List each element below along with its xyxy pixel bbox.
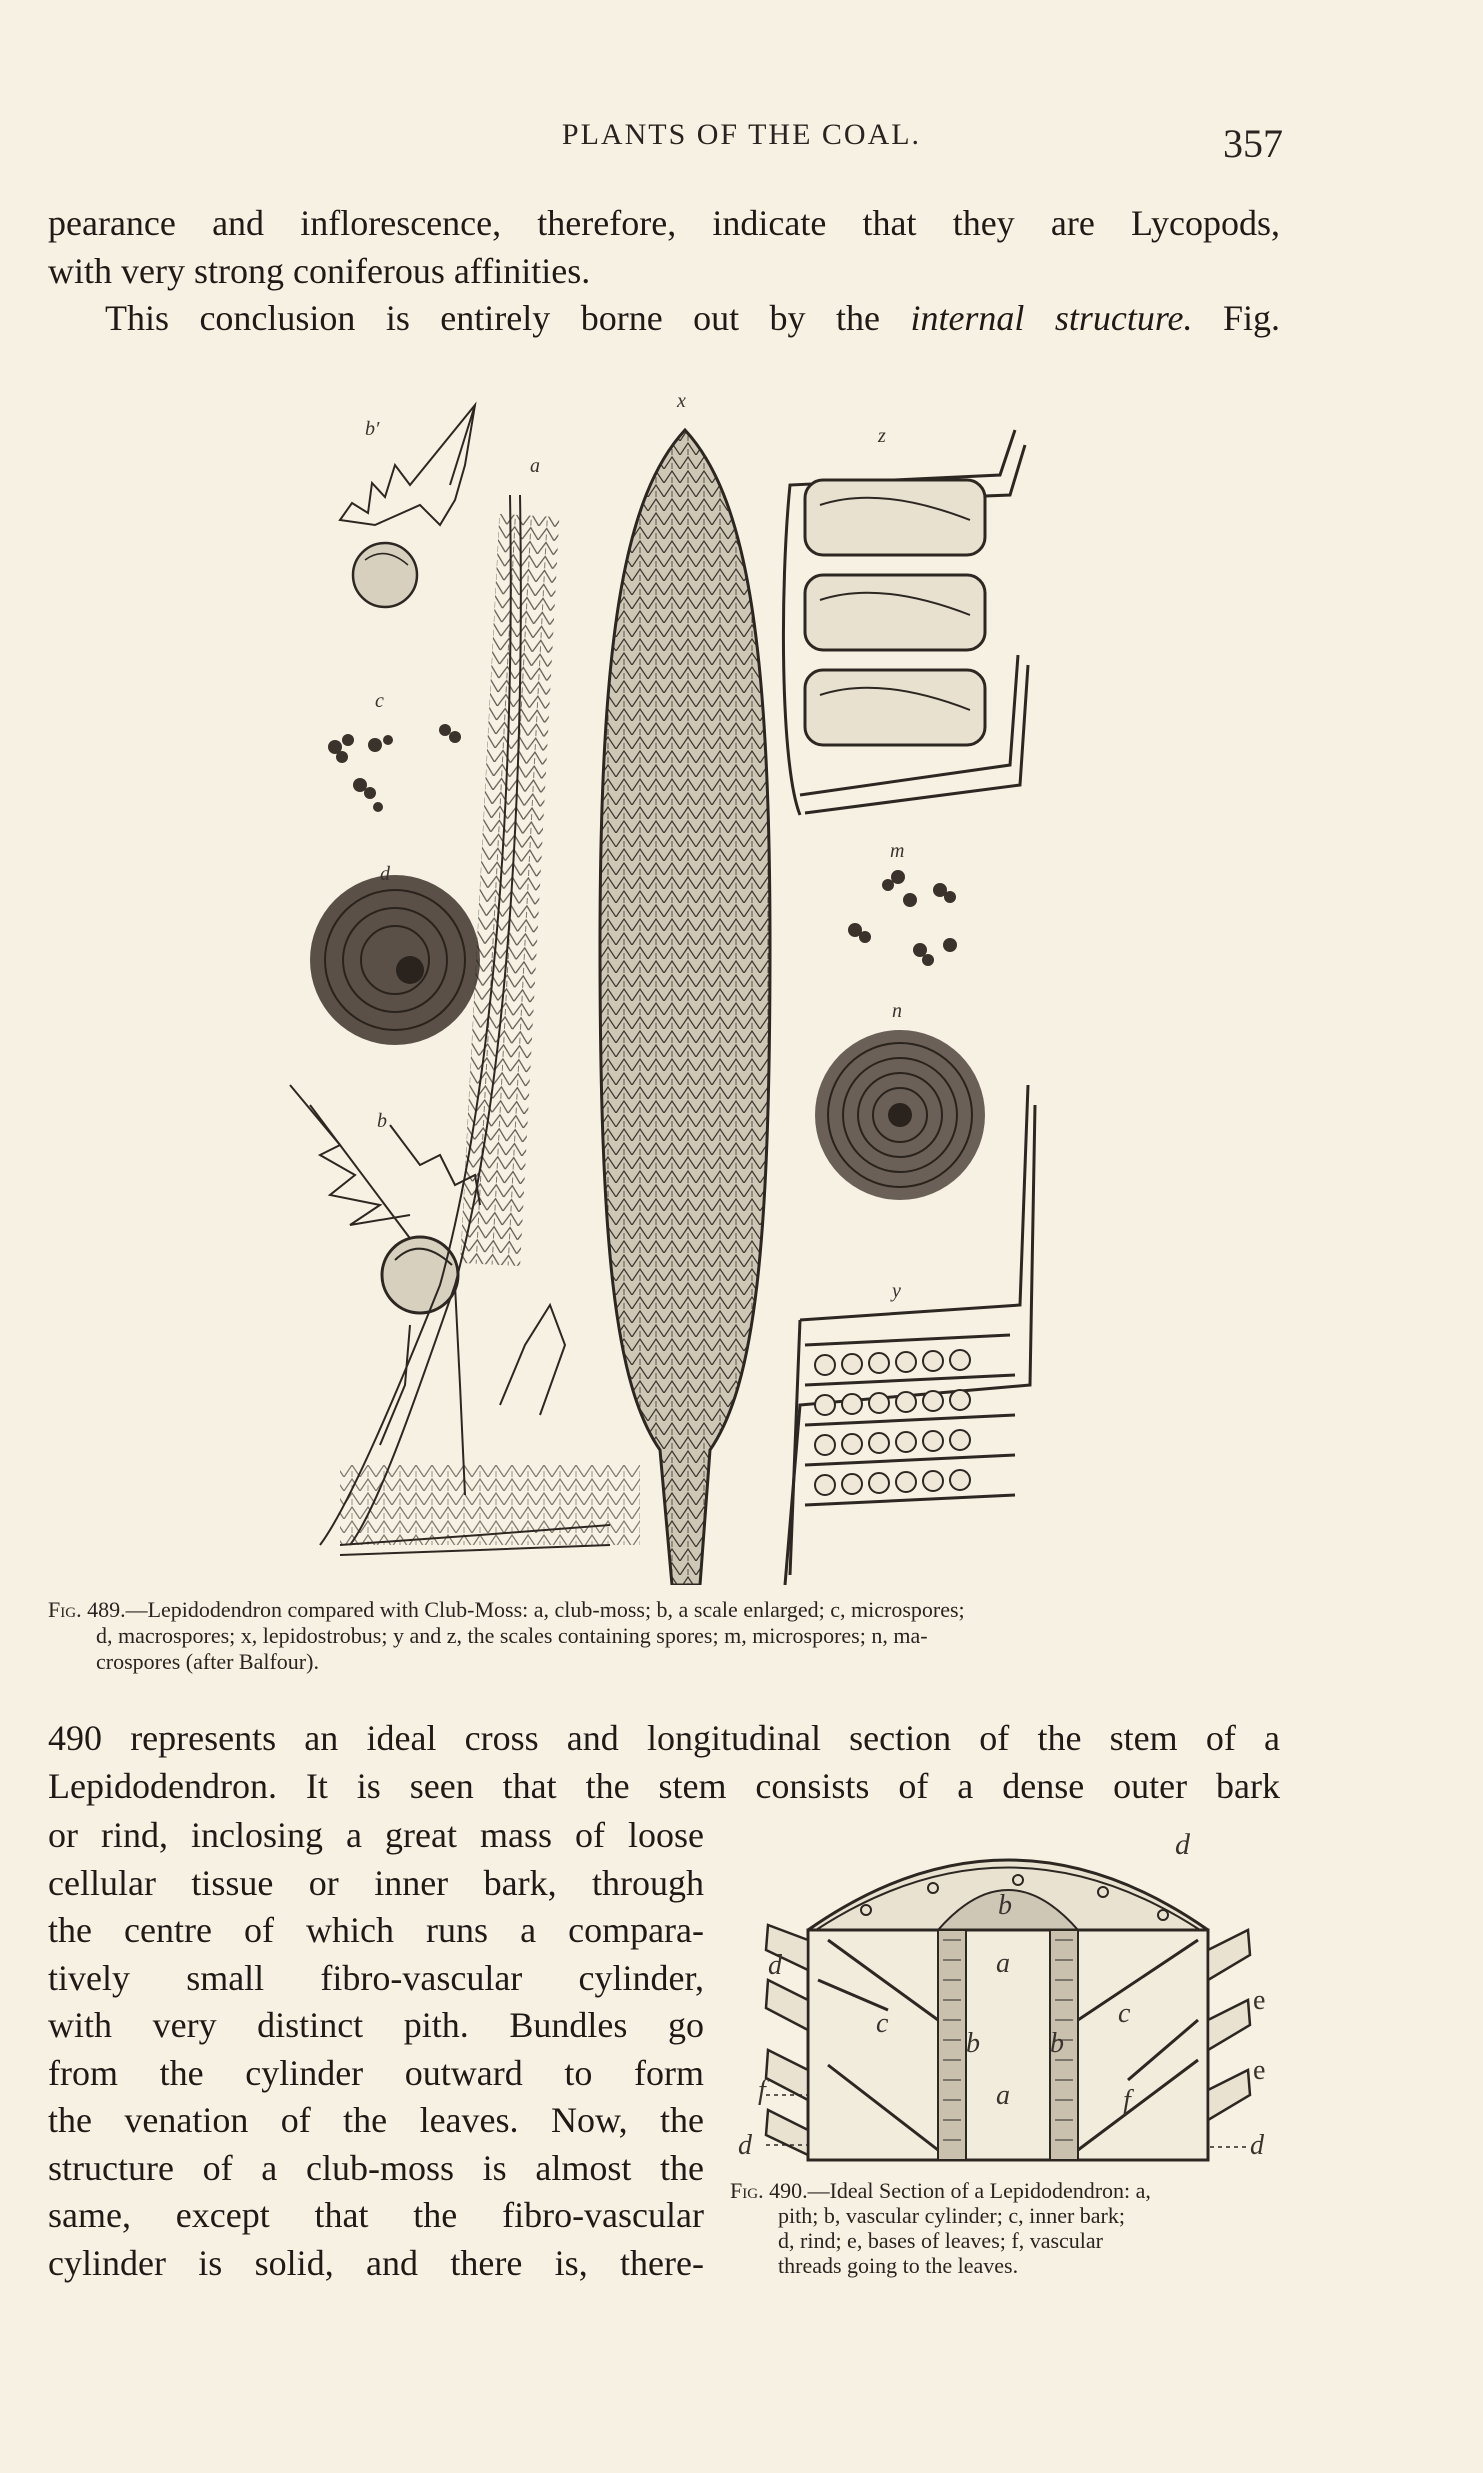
label-f: f — [1123, 2085, 1131, 2116]
text-column — [48, 1812, 704, 2287]
caption-text: threads going to the leaves. — [778, 2253, 1019, 2278]
macrospore-n-drawing — [815, 1030, 985, 1200]
text-line: cylinder is solid, and there is, there- — [48, 2242, 704, 2283]
text-line: same, except that the fibro-vascular — [48, 2195, 704, 2235]
caption-text: d, macrospores; x, lepidostrobus; y and z, the scales containing spores; m, microspores; n, ma- — [96, 1623, 928, 1648]
label-d: d — [380, 863, 390, 885]
paragraph-continuation — [48, 200, 1280, 343]
text-line: the centre of which runs a compara- — [48, 1910, 704, 1950]
label-b-prime: b′ — [365, 418, 380, 440]
figure-490-caption — [730, 2178, 1280, 2278]
label-c: c — [375, 690, 384, 712]
text-line: pearance and inflorescence, therefore, indicate that they are Lycopods, — [48, 203, 1280, 243]
label-b: b — [998, 1890, 1012, 1921]
figure-489-drawing — [280, 385, 1040, 1585]
figure-label: Fig. — [730, 2178, 764, 2203]
label-a: a — [530, 455, 540, 477]
figure-489-illustration — [280, 385, 1040, 1585]
lepidostrobus-x-drawing — [600, 430, 770, 1585]
running-header: PLANTS OF THE COAL. — [561, 118, 922, 151]
label-d: d — [768, 1950, 782, 1981]
text-line: from the cylinder outward to form — [48, 2052, 704, 2093]
figure-489-caption — [48, 1597, 1280, 1675]
figure-490-illustration — [728, 1830, 1288, 2190]
label-b: b — [377, 1110, 387, 1132]
caption-text: pith; b, vascular cylinder; c, inner bark; — [778, 2203, 1125, 2228]
text-line: structure of a club-moss is almost the — [48, 2147, 704, 2188]
caption-text: 489.—Lepidodendron compared with Club-Moss: a, club-moss; b, a scale enlarged; c, microspores; — [81, 1597, 965, 1622]
text-line: cellular tissue or inner bark, through — [48, 1862, 704, 1903]
label-b: b — [1050, 2028, 1064, 2059]
label-n: n — [892, 1000, 902, 1022]
microspores-c-drawing — [328, 724, 461, 812]
label-a: a — [996, 2080, 1010, 2111]
text-segment: Fig. — [1192, 298, 1280, 338]
text-line: or rind, inclosing a great mass of loose — [48, 1815, 704, 1855]
figure-490-drawing — [728, 1830, 1288, 2190]
text-line-with-italic — [48, 295, 1280, 343]
label-c: c — [1118, 1998, 1131, 2029]
text-line: with very distinct pith. Bundles go — [48, 2005, 704, 2045]
label-d: d — [738, 2130, 752, 2161]
figure-label: Fig. — [48, 1597, 82, 1622]
caption-text: 490.—Ideal Section of a Lepidodendron: a, — [763, 2178, 1151, 2203]
label-a: a — [996, 1948, 1010, 1979]
club-moss-leaves — [460, 514, 559, 1266]
club-moss-branches — [340, 1465, 640, 1545]
label-f: f — [758, 2075, 766, 2106]
label-b: b — [966, 2028, 980, 2059]
label-z: z — [878, 425, 886, 447]
label-c: c — [876, 2008, 889, 2039]
scale-b-prime-drawing — [340, 405, 475, 607]
label-d: d — [1250, 2130, 1264, 2161]
text-segment: This conclusion is entirely borne out by the — [105, 298, 911, 338]
label-x: x — [677, 390, 686, 412]
text-line: 490 represents an ideal cross and longitudinal section of the stem of a — [48, 1718, 1280, 1758]
label-d: d — [1175, 1828, 1190, 1861]
text-line: the venation of the leaves. Now, the — [48, 2100, 704, 2140]
label-m: m — [890, 840, 905, 862]
caption-text: d, rind; e, bases of leaves; f, vascular — [778, 2228, 1103, 2253]
scales-z-drawing — [783, 430, 1028, 815]
italic-phrase: internal structure. — [910, 298, 1193, 338]
label-e: e — [1253, 1985, 1266, 2016]
text-line: Lepidodendron. It is seen that the stem consists of a dense outer bark — [48, 1766, 1280, 1806]
microspores-m-drawing — [848, 870, 957, 966]
label-y: y — [892, 1280, 901, 1302]
page-number: 357 — [1223, 121, 1283, 166]
label-e: e — [1253, 2055, 1266, 2086]
text-line: tively small fibro-vascular cylinder, — [48, 1957, 704, 1998]
paragraph-fig490-intro — [48, 1715, 1280, 1811]
caption-text: crospores (after Balfour). — [96, 1649, 319, 1674]
macrospore-d-drawing — [310, 875, 480, 1045]
text-line: with very strong coniferous affinities. — [48, 250, 591, 291]
